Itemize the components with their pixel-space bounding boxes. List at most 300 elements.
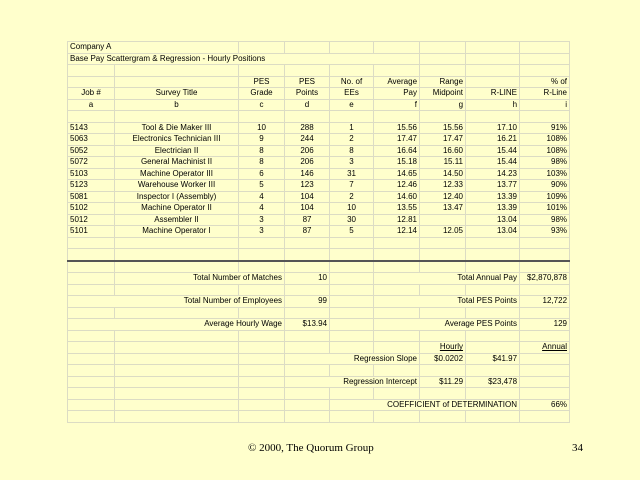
data-cell: 14.60 — [374, 191, 420, 203]
data-cell: 5101 — [68, 226, 115, 238]
data-cell: 3 — [239, 226, 285, 238]
column-header: h — [466, 99, 520, 111]
spacer-row — [68, 111, 570, 123]
summary-row — [68, 296, 570, 308]
empty-cell — [420, 53, 466, 65]
empty-cell — [466, 365, 520, 377]
empty-cell — [520, 261, 570, 273]
empty-cell — [420, 249, 466, 261]
data-cell — [420, 214, 466, 226]
empty-cell — [285, 411, 330, 423]
data-row — [68, 180, 570, 192]
empty-cell — [520, 249, 570, 261]
data-cell: 8 — [330, 145, 374, 157]
empty-cell — [68, 330, 115, 342]
empty-cell — [520, 65, 570, 77]
data-cell: 87 — [285, 214, 330, 226]
column-header: Job # — [68, 88, 115, 100]
empty-cell — [115, 261, 239, 273]
empty-cell — [374, 411, 420, 423]
empty-cell — [239, 249, 285, 261]
empty-cell — [239, 307, 285, 319]
spacer-row — [68, 284, 570, 296]
empty-cell — [374, 388, 420, 400]
data-cell: General Machinist II — [115, 157, 239, 169]
data-cell: Machine Operator I — [115, 226, 239, 238]
data-cell: 15.56 — [374, 122, 420, 134]
data-cell: 206 — [285, 157, 330, 169]
data-cell: 4 — [239, 191, 285, 203]
empty-cell — [239, 330, 285, 342]
cell — [330, 273, 374, 285]
empty-cell — [520, 53, 570, 65]
data-cell: 109% — [520, 191, 570, 203]
empty-cell — [68, 411, 115, 423]
empty-cell — [420, 411, 466, 423]
column-header: Average — [374, 76, 420, 88]
hourly-header: Hourly — [420, 342, 466, 354]
column-header: Midpoint — [420, 88, 466, 100]
empty-cell — [374, 237, 420, 249]
empty-cell — [466, 261, 520, 273]
data-cell: Machine Operator III — [115, 168, 239, 180]
cod-label: COEFFICIENT of DETERMINATION — [330, 399, 520, 411]
avg-wage-value: $13.94 — [285, 319, 330, 331]
empty-cell — [115, 353, 239, 365]
empty-cell — [420, 365, 466, 377]
data-cell: 12.05 — [420, 226, 466, 238]
empty-cell — [374, 249, 420, 261]
subtitle-row — [68, 53, 570, 65]
annual-pay-value: $2,870,878 — [520, 273, 570, 285]
employees-value: 99 — [285, 296, 330, 308]
empty-cell — [420, 111, 466, 123]
data-cell: 104 — [285, 191, 330, 203]
empty-cell — [520, 330, 570, 342]
column-header: c — [239, 99, 285, 111]
empty-cell — [115, 342, 239, 354]
column-header: % of — [520, 76, 570, 88]
empty-cell — [420, 261, 466, 273]
data-cell: 5012 — [68, 214, 115, 226]
empty-cell — [68, 376, 115, 388]
column-header: i — [520, 99, 570, 111]
data-cell: 5102 — [68, 203, 115, 215]
summary-row — [68, 273, 570, 285]
empty-cell — [115, 330, 239, 342]
empty-cell — [520, 365, 570, 377]
data-cell: 244 — [285, 134, 330, 146]
empty-cell — [420, 65, 466, 77]
annual-pay-label: Total Annual Pay — [374, 273, 520, 285]
empty-cell — [239, 388, 285, 400]
empty-cell — [374, 330, 420, 342]
column-header: R-LINE — [466, 88, 520, 100]
data-cell: 4 — [239, 203, 285, 215]
data-cell: 13.39 — [466, 191, 520, 203]
data-cell: 10 — [330, 203, 374, 215]
empty-cell — [330, 411, 374, 423]
avg-pes-value: 129 — [520, 319, 570, 331]
data-cell: 10 — [239, 122, 285, 134]
empty-cell — [115, 284, 239, 296]
empty-cell — [115, 249, 239, 261]
empty-cell — [115, 411, 239, 423]
empty-cell — [374, 261, 420, 273]
empty-cell — [239, 65, 285, 77]
intercept-annual: $23,478 — [466, 376, 520, 388]
empty-cell — [330, 307, 374, 319]
data-cell: 13.39 — [466, 203, 520, 215]
data-cell: 17.47 — [374, 134, 420, 146]
empty-cell — [115, 388, 239, 400]
empty-cell — [239, 261, 285, 273]
empty-cell — [68, 237, 115, 249]
copyright-text: © 2000, The Quorum Group — [248, 442, 374, 454]
data-cell: 12.46 — [374, 180, 420, 192]
empty-cell — [420, 388, 466, 400]
empty-cell — [466, 42, 520, 54]
cell — [68, 273, 115, 285]
spacer-row — [68, 330, 570, 342]
column-header: d — [285, 99, 330, 111]
empty-cell — [115, 111, 239, 123]
cell — [330, 296, 374, 308]
empty-cell — [330, 330, 374, 342]
data-cell: 288 — [285, 122, 330, 134]
data-cell: 9 — [239, 134, 285, 146]
empty-cell — [239, 353, 285, 365]
empty-cell — [68, 249, 115, 261]
data-cell: 16.21 — [466, 134, 520, 146]
matches-value: 10 — [285, 273, 330, 285]
data-cell: 98% — [520, 157, 570, 169]
intercept-hourly: $11.29 — [420, 376, 466, 388]
divider-row — [68, 249, 570, 261]
empty-cell — [466, 284, 520, 296]
empty-cell — [466, 53, 520, 65]
data-row — [68, 214, 570, 226]
empty-cell — [285, 261, 330, 273]
employees-label: Total Number of Employees — [68, 296, 285, 308]
data-cell: 6 — [239, 168, 285, 180]
empty-cell — [330, 237, 374, 249]
data-cell: 5081 — [68, 191, 115, 203]
data-cell: 15.44 — [466, 145, 520, 157]
data-cell: 13.04 — [466, 214, 520, 226]
empty-cell — [330, 365, 374, 377]
data-cell: 8 — [239, 157, 285, 169]
regression-row — [68, 376, 570, 388]
empty-cell — [285, 284, 330, 296]
data-cell: 3 — [330, 157, 374, 169]
column-header: R-Line — [520, 88, 570, 100]
spacer-row — [68, 307, 570, 319]
empty-cell — [420, 42, 466, 54]
cell — [520, 353, 570, 365]
empty-cell — [68, 111, 115, 123]
data-cell: 90% — [520, 180, 570, 192]
empty-cell — [285, 342, 330, 354]
data-cell: 13.47 — [420, 203, 466, 215]
data-cell: 5 — [330, 226, 374, 238]
empty-cell — [285, 365, 330, 377]
empty-cell — [239, 399, 285, 411]
data-cell: 2 — [330, 191, 374, 203]
empty-cell — [420, 307, 466, 319]
column-header: Points — [285, 88, 330, 100]
data-cell: 8 — [239, 145, 285, 157]
annual-header: Annual — [520, 342, 570, 354]
data-cell: Electrician II — [115, 145, 239, 157]
regression-row — [68, 353, 570, 365]
data-cell: 101% — [520, 203, 570, 215]
data-cell: 3 — [239, 214, 285, 226]
empty-cell — [115, 307, 239, 319]
empty-cell — [239, 411, 285, 423]
data-cell: 31 — [330, 168, 374, 180]
empty-cell — [239, 376, 285, 388]
cod-value: 66% — [520, 399, 570, 411]
data-cell: 13.77 — [466, 180, 520, 192]
pes-points-label: Total PES Points — [374, 296, 520, 308]
report-title: Base Pay Scattergram & Regression - Hourly Positions — [68, 53, 420, 65]
page-number: 34 — [572, 442, 583, 454]
empty-cell — [374, 65, 420, 77]
empty-cell — [466, 388, 520, 400]
empty-cell — [466, 307, 520, 319]
data-cell: 206 — [285, 145, 330, 157]
column-header: f — [374, 99, 420, 111]
empty-cell — [115, 65, 239, 77]
data-row — [68, 226, 570, 238]
column-header — [68, 76, 115, 88]
empty-cell — [374, 42, 420, 54]
data-cell: Inspector I (Assembly) — [115, 191, 239, 203]
empty-cell — [420, 284, 466, 296]
data-row — [68, 157, 570, 169]
empty-cell — [330, 42, 374, 54]
data-cell: 12.14 — [374, 226, 420, 238]
data-row — [68, 145, 570, 157]
data-cell: 15.44 — [466, 157, 520, 169]
header-row — [68, 88, 570, 100]
data-cell: 5143 — [68, 122, 115, 134]
empty-cell — [285, 307, 330, 319]
column-header: a — [68, 99, 115, 111]
data-cell: Machine Operator II — [115, 203, 239, 215]
data-row — [68, 134, 570, 146]
data-cell: 16.60 — [420, 145, 466, 157]
data-cell: 13.04 — [466, 226, 520, 238]
slope-annual: $41.97 — [466, 353, 520, 365]
data-cell: Tool & Die Maker III — [115, 122, 239, 134]
empty-cell — [520, 111, 570, 123]
data-cell: 104 — [285, 203, 330, 215]
data-cell: Electronics Technician III — [115, 134, 239, 146]
column-header: No. of — [330, 76, 374, 88]
empty-cell — [520, 411, 570, 423]
avg-wage-label: Average Hourly Wage — [68, 319, 285, 331]
empty-cell — [239, 284, 285, 296]
empty-cell — [466, 249, 520, 261]
empty-cell — [374, 111, 420, 123]
column-header: Survey Title — [115, 88, 239, 100]
empty-cell — [239, 365, 285, 377]
title-row — [68, 42, 570, 54]
empty-cell — [420, 330, 466, 342]
empty-cell — [330, 388, 374, 400]
data-cell: 108% — [520, 145, 570, 157]
data-cell: 87 — [285, 226, 330, 238]
column-header: PES — [239, 76, 285, 88]
empty-cell — [330, 111, 374, 123]
data-cell: 16.64 — [374, 145, 420, 157]
pes-points-value: 12,722 — [520, 296, 570, 308]
empty-cell — [330, 261, 374, 273]
empty-cell — [520, 388, 570, 400]
empty-cell — [520, 42, 570, 54]
data-cell: 15.56 — [420, 122, 466, 134]
data-row — [68, 191, 570, 203]
data-cell: 108% — [520, 134, 570, 146]
empty-cell — [239, 42, 285, 54]
empty-cell — [466, 65, 520, 77]
header-row — [68, 99, 570, 111]
empty-cell — [68, 342, 115, 354]
empty-cell — [68, 65, 115, 77]
empty-cell — [374, 284, 420, 296]
empty-cell — [285, 42, 330, 54]
spacer-row — [68, 261, 570, 273]
empty-cell — [68, 388, 115, 400]
matches-label: Total Number of Matches — [115, 273, 285, 285]
empty-cell — [374, 342, 420, 354]
data-cell: 12.81 — [374, 214, 420, 226]
column-header: EEs — [330, 88, 374, 100]
spacer-row — [68, 237, 570, 249]
column-header — [115, 76, 239, 88]
empty-cell — [115, 237, 239, 249]
empty-cell — [68, 261, 115, 273]
company-name: Company A — [68, 42, 239, 54]
intercept-label: Regression Intercept — [285, 376, 420, 388]
empty-cell — [68, 353, 115, 365]
column-header: Range — [420, 76, 466, 88]
empty-cell — [68, 365, 115, 377]
data-cell: 5072 — [68, 157, 115, 169]
data-cell: Warehouse Worker III — [115, 180, 239, 192]
empty-cell — [239, 111, 285, 123]
data-row — [68, 168, 570, 180]
empty-cell — [285, 399, 330, 411]
spacer-row — [68, 411, 570, 423]
empty-cell — [285, 237, 330, 249]
regression-header-row — [68, 342, 570, 354]
data-cell: 14.23 — [466, 168, 520, 180]
column-header: b — [115, 99, 239, 111]
empty-cell — [68, 399, 115, 411]
data-cell: 5052 — [68, 145, 115, 157]
data-cell: 15.11 — [420, 157, 466, 169]
empty-cell — [466, 411, 520, 423]
empty-cell — [285, 330, 330, 342]
data-cell: 146 — [285, 168, 330, 180]
empty-cell — [330, 284, 374, 296]
empty-cell — [520, 284, 570, 296]
data-cell: 30 — [330, 214, 374, 226]
cell — [520, 376, 570, 388]
data-cell: 123 — [285, 180, 330, 192]
empty-cell — [520, 237, 570, 249]
empty-cell — [285, 249, 330, 261]
empty-cell — [330, 342, 374, 354]
data-cell: 91% — [520, 122, 570, 134]
column-header: PES — [285, 76, 330, 88]
data-cell: 12.33 — [420, 180, 466, 192]
data-cell: 98% — [520, 214, 570, 226]
avg-pes-label: Average PES Points — [374, 319, 520, 331]
data-cell: 14.65 — [374, 168, 420, 180]
slope-hourly: $0.0202 — [420, 353, 466, 365]
data-row — [68, 122, 570, 134]
data-cell: 1 — [330, 122, 374, 134]
data-cell: 5063 — [68, 134, 115, 146]
empty-cell — [239, 237, 285, 249]
data-cell: 5123 — [68, 180, 115, 192]
empty-cell — [466, 237, 520, 249]
data-cell: 12.40 — [420, 191, 466, 203]
cell — [330, 319, 374, 331]
empty-cell — [68, 284, 115, 296]
empty-cell — [285, 111, 330, 123]
cell — [466, 342, 520, 354]
data-cell: 103% — [520, 168, 570, 180]
empty-cell — [239, 342, 285, 354]
spreadsheet — [67, 41, 570, 423]
empty-cell — [68, 307, 115, 319]
data-cell: 17.10 — [466, 122, 520, 134]
empty-cell — [520, 307, 570, 319]
empty-cell — [285, 65, 330, 77]
data-row — [68, 203, 570, 215]
regression-row — [68, 399, 570, 411]
data-cell: 5103 — [68, 168, 115, 180]
summary-row — [68, 319, 570, 331]
column-header — [466, 76, 520, 88]
header-row — [68, 76, 570, 88]
slope-label: Regression Slope — [285, 353, 420, 365]
data-cell: 14.50 — [420, 168, 466, 180]
empty-cell — [330, 249, 374, 261]
empty-cell — [330, 65, 374, 77]
spacer-row — [68, 388, 570, 400]
empty-cell — [115, 376, 239, 388]
column-header: e — [330, 99, 374, 111]
data-cell: 13.55 — [374, 203, 420, 215]
empty-cell — [374, 307, 420, 319]
data-cell: 5 — [239, 180, 285, 192]
data-cell: 2 — [330, 134, 374, 146]
data-cell: 15.18 — [374, 157, 420, 169]
empty-cell — [374, 365, 420, 377]
column-header: g — [420, 99, 466, 111]
data-cell: Assembler II — [115, 214, 239, 226]
empty-cell — [115, 365, 239, 377]
empty-cell — [285, 388, 330, 400]
empty-cell — [466, 111, 520, 123]
spacer-row — [68, 65, 570, 77]
